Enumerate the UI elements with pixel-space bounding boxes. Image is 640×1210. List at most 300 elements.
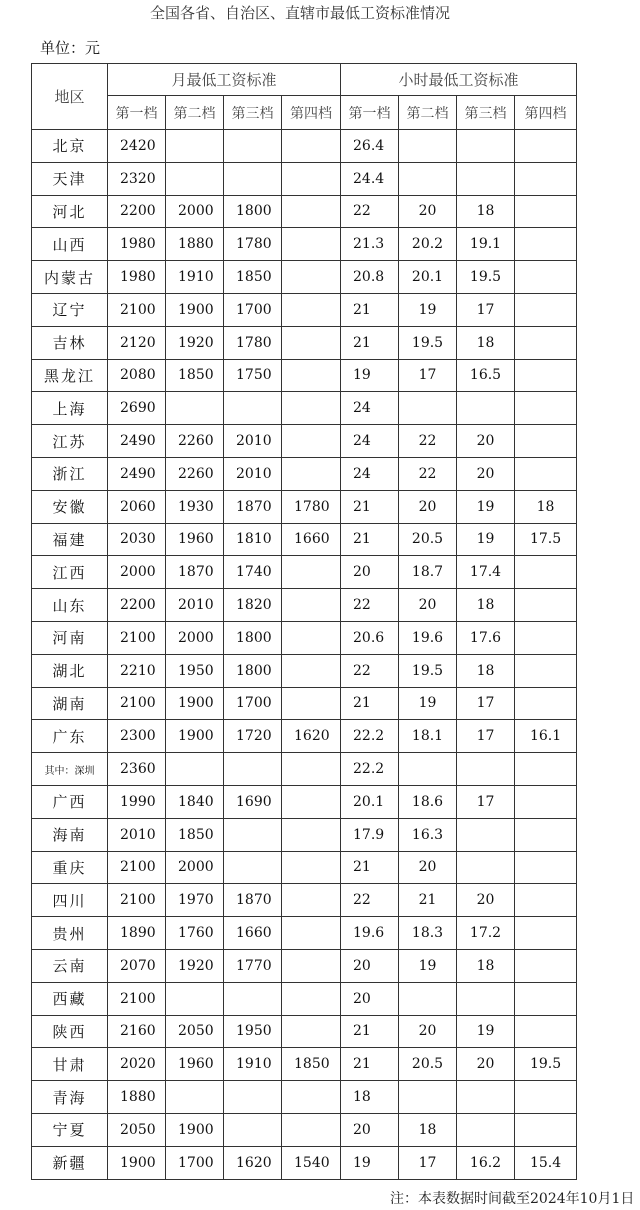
hourly-tier-4-cell (515, 753, 577, 786)
monthly-tier-1-cell: 1890 (108, 917, 166, 950)
hourly-tier-4-cell (515, 949, 577, 982)
region-cell: 广东 (32, 720, 108, 753)
monthly-tier-4-header: 第四档 (282, 96, 341, 130)
hourly-tier-2-cell: 20 (399, 589, 457, 622)
hourly-tier-4-cell (515, 1015, 577, 1048)
monthly-tier-2-cell: 1970 (166, 884, 224, 917)
hourly-tier-3-cell (457, 1081, 515, 1114)
monthly-tier-4-cell (282, 293, 341, 326)
monthly-tier-1-cell: 2360 (108, 753, 166, 786)
table-row (32, 293, 577, 326)
hourly-tier-1-cell: 21 (341, 326, 399, 359)
minimum-wage-table (31, 63, 577, 1180)
monthly-standard-header: 月最低工资标准 (108, 64, 341, 96)
hourly-tier-4-cell (515, 359, 577, 392)
hourly-tier-1-cell: 20 (341, 982, 399, 1015)
monthly-tier-1-cell: 2060 (108, 490, 166, 523)
hourly-tier-2-cell: 17 (399, 359, 457, 392)
hourly-tier-3-cell: 18 (457, 949, 515, 982)
monthly-tier-4-cell (282, 1015, 341, 1048)
region-cell: 山西 (32, 228, 108, 261)
monthly-tier-3-cell (224, 130, 282, 163)
hourly-tier-4-cell (515, 818, 577, 851)
monthly-tier-1-cell: 2030 (108, 523, 166, 556)
table-row (32, 228, 577, 261)
hourly-tier-1-cell: 19.6 (341, 917, 399, 950)
hourly-tier-2-cell: 19.6 (399, 621, 457, 654)
hourly-tier-2-cell: 18.6 (399, 785, 457, 818)
monthly-tier-4-cell (282, 326, 341, 359)
monthly-tier-2-cell: 1910 (166, 261, 224, 294)
table-row (32, 654, 577, 687)
monthly-tier-4-cell (282, 425, 341, 458)
hourly-tier-2-cell (399, 162, 457, 195)
region-cell: 其中：深圳 (32, 753, 108, 786)
hourly-tier-3-cell (457, 982, 515, 1015)
monthly-tier-4-cell (282, 1113, 341, 1146)
hourly-tier-1-cell: 21 (341, 1048, 399, 1081)
monthly-tier-4-cell (282, 589, 341, 622)
hourly-tier-3-cell (457, 130, 515, 163)
monthly-tier-2-cell: 1870 (166, 556, 224, 589)
hourly-tier-1-cell: 22 (341, 589, 399, 622)
hourly-tier-4-cell (515, 195, 577, 228)
hourly-tier-1-cell: 21.3 (341, 228, 399, 261)
table-row (32, 556, 577, 589)
hourly-tier-1-cell: 21 (341, 490, 399, 523)
monthly-tier-3-cell: 1810 (224, 523, 282, 556)
monthly-tier-2-cell: 1900 (166, 687, 224, 720)
table-row (32, 392, 577, 425)
page-title: 全国各省、自治区、直辖市最低工资标准情况 (149, 4, 450, 22)
monthly-tier-3-cell (224, 818, 282, 851)
hourly-tier-3-cell: 19.5 (457, 261, 515, 294)
monthly-tier-4-cell (282, 654, 341, 687)
monthly-tier-3-cell: 1700 (224, 293, 282, 326)
monthly-tier-4-cell: 1620 (282, 720, 341, 753)
region-cell: 内蒙古 (32, 261, 108, 294)
monthly-tier-4-cell (282, 392, 341, 425)
hourly-tier-4-cell (515, 917, 577, 950)
monthly-tier-2-cell: 2000 (166, 621, 224, 654)
monthly-tier-3-cell: 1820 (224, 589, 282, 622)
monthly-tier-3-header: 第三档 (224, 96, 282, 130)
table-row (32, 982, 577, 1015)
monthly-tier-1-cell: 1900 (108, 1146, 166, 1179)
hourly-tier-4-cell (515, 1113, 577, 1146)
hourly-tier-3-cell: 18 (457, 195, 515, 228)
region-cell: 海南 (32, 818, 108, 851)
monthly-tier-2-cell (166, 162, 224, 195)
monthly-tier-3-cell: 1740 (224, 556, 282, 589)
hourly-tier-1-cell: 24 (341, 425, 399, 458)
hourly-tier-1-cell: 22 (341, 195, 399, 228)
hourly-tier-2-header: 第二档 (399, 96, 457, 130)
monthly-tier-2-cell: 1900 (166, 720, 224, 753)
hourly-tier-4-cell (515, 785, 577, 818)
region-cell: 河北 (32, 195, 108, 228)
monthly-tier-1-cell: 2420 (108, 130, 166, 163)
hourly-tier-1-cell: 22 (341, 654, 399, 687)
hourly-tier-3-cell: 17.2 (457, 917, 515, 950)
hourly-tier-2-cell (399, 392, 457, 425)
region-cell: 江西 (32, 556, 108, 589)
monthly-tier-1-cell: 1980 (108, 228, 166, 261)
hourly-tier-4-cell (515, 687, 577, 720)
table-row (32, 523, 577, 556)
hourly-tier-4-cell (515, 556, 577, 589)
table-row (32, 917, 577, 950)
monthly-tier-2-cell: 1960 (166, 523, 224, 556)
hourly-tier-4-cell (515, 589, 577, 622)
hourly-tier-1-cell: 20.8 (341, 261, 399, 294)
monthly-tier-4-cell (282, 917, 341, 950)
monthly-tier-4-cell (282, 982, 341, 1015)
region-cell: 四川 (32, 884, 108, 917)
monthly-tier-1-cell: 2200 (108, 589, 166, 622)
hourly-tier-1-cell: 20 (341, 556, 399, 589)
monthly-tier-1-cell: 2050 (108, 1113, 166, 1146)
hourly-tier-1-cell: 24 (341, 392, 399, 425)
monthly-tier-4-cell (282, 687, 341, 720)
table-row (32, 162, 577, 195)
region-cell: 湖南 (32, 687, 108, 720)
hourly-tier-2-cell: 20.1 (399, 261, 457, 294)
monthly-tier-4-cell: 1780 (282, 490, 341, 523)
hourly-tier-4-cell (515, 261, 577, 294)
hourly-tier-1-cell: 22 (341, 884, 399, 917)
hourly-tier-3-cell (457, 818, 515, 851)
hourly-standard-header: 小时最低工资标准 (341, 64, 577, 96)
hourly-tier-2-cell: 16.3 (399, 818, 457, 851)
region-cell: 湖北 (32, 654, 108, 687)
monthly-tier-3-cell: 1750 (224, 359, 282, 392)
hourly-tier-1-header: 第一档 (341, 96, 399, 130)
monthly-tier-4-cell (282, 162, 341, 195)
monthly-tier-4-cell (282, 359, 341, 392)
hourly-tier-4-cell (515, 851, 577, 884)
region-cell: 北京 (32, 130, 108, 163)
hourly-tier-3-cell (457, 162, 515, 195)
table-row (32, 425, 577, 458)
monthly-tier-2-cell: 1950 (166, 654, 224, 687)
region-cell: 广西 (32, 785, 108, 818)
monthly-tier-1-cell: 2100 (108, 884, 166, 917)
monthly-tier-1-cell: 2100 (108, 982, 166, 1015)
hourly-tier-4-cell (515, 654, 577, 687)
monthly-tier-2-cell: 1930 (166, 490, 224, 523)
monthly-tier-3-cell (224, 851, 282, 884)
table-row (32, 1015, 577, 1048)
table-row (32, 720, 577, 753)
region-cell: 辽宁 (32, 293, 108, 326)
table-row (32, 851, 577, 884)
hourly-tier-3-cell: 19 (457, 523, 515, 556)
hourly-tier-3-cell: 17 (457, 720, 515, 753)
monthly-tier-2-cell: 2010 (166, 589, 224, 622)
monthly-tier-3-cell: 2010 (224, 425, 282, 458)
monthly-tier-3-cell: 1910 (224, 1048, 282, 1081)
hourly-tier-4-cell (515, 293, 577, 326)
hourly-tier-3-cell: 16.5 (457, 359, 515, 392)
table-row (32, 589, 577, 622)
hourly-tier-3-cell: 20 (457, 1048, 515, 1081)
monthly-tier-1-cell: 2300 (108, 720, 166, 753)
monthly-tier-2-cell: 1920 (166, 949, 224, 982)
hourly-tier-3-cell: 17 (457, 293, 515, 326)
monthly-tier-4-cell (282, 753, 341, 786)
region-cell: 黑龙江 (32, 359, 108, 392)
monthly-tier-1-cell: 2200 (108, 195, 166, 228)
monthly-tier-4-cell: 1660 (282, 523, 341, 556)
hourly-tier-3-cell: 18 (457, 589, 515, 622)
hourly-tier-4-cell (515, 1081, 577, 1114)
hourly-tier-2-cell (399, 1081, 457, 1114)
table-row (32, 457, 577, 490)
monthly-tier-3-cell (224, 753, 282, 786)
monthly-tier-3-cell: 1660 (224, 917, 282, 950)
hourly-tier-2-cell: 20 (399, 195, 457, 228)
monthly-tier-4-cell (282, 228, 341, 261)
table-row (32, 359, 577, 392)
table-row (32, 884, 577, 917)
hourly-tier-1-cell: 21 (341, 687, 399, 720)
monthly-tier-4-cell (282, 818, 341, 851)
hourly-tier-1-cell: 19 (341, 1146, 399, 1179)
hourly-tier-2-cell (399, 982, 457, 1015)
monthly-tier-1-cell: 2000 (108, 556, 166, 589)
monthly-tier-2-cell: 2000 (166, 195, 224, 228)
region-cell: 吉林 (32, 326, 108, 359)
monthly-tier-3-cell: 1870 (224, 884, 282, 917)
monthly-tier-2-cell (166, 392, 224, 425)
monthly-tier-2-cell (166, 982, 224, 1015)
monthly-tier-2-cell (166, 753, 224, 786)
hourly-tier-2-cell: 20 (399, 851, 457, 884)
monthly-tier-2-cell: 2000 (166, 851, 224, 884)
monthly-tier-1-cell: 2100 (108, 621, 166, 654)
hourly-tier-2-cell: 18 (399, 1113, 457, 1146)
hourly-tier-1-cell: 18 (341, 1081, 399, 1114)
table-row (32, 621, 577, 654)
monthly-tier-1-cell: 2070 (108, 949, 166, 982)
monthly-tier-4-cell (282, 949, 341, 982)
hourly-tier-3-cell: 16.2 (457, 1146, 515, 1179)
hourly-tier-1-cell: 21 (341, 851, 399, 884)
monthly-tier-1-cell: 2320 (108, 162, 166, 195)
region-cell: 上海 (32, 392, 108, 425)
region-cell: 浙江 (32, 457, 108, 490)
monthly-tier-3-cell: 1620 (224, 1146, 282, 1179)
monthly-tier-2-cell: 1880 (166, 228, 224, 261)
monthly-tier-1-cell: 2210 (108, 654, 166, 687)
monthly-tier-1-cell: 1880 (108, 1081, 166, 1114)
hourly-tier-3-cell: 19.1 (457, 228, 515, 261)
hourly-tier-4-cell (515, 392, 577, 425)
monthly-tier-3-cell: 1800 (224, 621, 282, 654)
monthly-tier-4-cell (282, 195, 341, 228)
monthly-tier-3-cell: 1770 (224, 949, 282, 982)
hourly-tier-2-cell: 22 (399, 457, 457, 490)
unit-label: 单位：元 (40, 39, 101, 57)
monthly-tier-3-cell: 1850 (224, 261, 282, 294)
monthly-tier-2-cell: 2260 (166, 425, 224, 458)
monthly-tier-2-header: 第二档 (166, 96, 224, 130)
hourly-tier-4-cell (515, 982, 577, 1015)
hourly-tier-4-cell (515, 130, 577, 163)
monthly-tier-3-cell: 2010 (224, 457, 282, 490)
hourly-tier-3-cell: 20 (457, 457, 515, 490)
monthly-tier-2-cell: 1900 (166, 1113, 224, 1146)
hourly-tier-2-cell: 19.5 (399, 654, 457, 687)
monthly-tier-4-cell (282, 851, 341, 884)
hourly-tier-2-cell: 21 (399, 884, 457, 917)
hourly-tier-1-cell: 22.2 (341, 753, 399, 786)
monthly-tier-2-cell: 1960 (166, 1048, 224, 1081)
monthly-tier-2-cell: 2050 (166, 1015, 224, 1048)
monthly-tier-3-cell: 1800 (224, 654, 282, 687)
monthly-tier-2-cell: 1840 (166, 785, 224, 818)
hourly-tier-3-cell: 17 (457, 687, 515, 720)
monthly-tier-1-cell: 2080 (108, 359, 166, 392)
hourly-tier-3-cell: 19 (457, 1015, 515, 1048)
monthly-tier-1-cell: 2020 (108, 1048, 166, 1081)
hourly-tier-2-cell: 19.5 (399, 326, 457, 359)
region-cell: 新疆 (32, 1146, 108, 1179)
region-cell: 福建 (32, 523, 108, 556)
monthly-tier-3-cell (224, 1081, 282, 1114)
hourly-tier-3-cell: 20 (457, 425, 515, 458)
hourly-tier-3-cell: 19 (457, 490, 515, 523)
monthly-tier-2-cell (166, 130, 224, 163)
hourly-tier-3-cell (457, 851, 515, 884)
table-row (32, 326, 577, 359)
monthly-tier-2-cell: 1760 (166, 917, 224, 950)
region-column-header: 地区 (32, 64, 108, 130)
monthly-tier-3-cell: 1950 (224, 1015, 282, 1048)
table-row (32, 1146, 577, 1179)
hourly-tier-2-cell: 18.7 (399, 556, 457, 589)
region-cell: 青海 (32, 1081, 108, 1114)
monthly-tier-4-cell (282, 556, 341, 589)
hourly-tier-4-cell (515, 457, 577, 490)
region-cell: 重庆 (32, 851, 108, 884)
monthly-tier-3-cell: 1700 (224, 687, 282, 720)
hourly-tier-3-cell (457, 392, 515, 425)
hourly-tier-4-cell: 15.4 (515, 1146, 577, 1179)
monthly-tier-2-cell: 1850 (166, 818, 224, 851)
monthly-tier-4-cell (282, 1081, 341, 1114)
region-cell: 安徽 (32, 490, 108, 523)
monthly-tier-4-cell (282, 130, 341, 163)
hourly-tier-4-cell: 18 (515, 490, 577, 523)
hourly-tier-3-cell (457, 1113, 515, 1146)
monthly-tier-2-cell (166, 1081, 224, 1114)
hourly-tier-4-cell (515, 425, 577, 458)
hourly-tier-4-cell (515, 621, 577, 654)
hourly-tier-2-cell (399, 753, 457, 786)
hourly-tier-1-cell: 26.4 (341, 130, 399, 163)
hourly-tier-1-cell: 21 (341, 293, 399, 326)
monthly-tier-4-cell (282, 785, 341, 818)
monthly-tier-1-cell: 2160 (108, 1015, 166, 1048)
hourly-tier-3-header: 第三档 (457, 96, 515, 130)
region-cell: 宁夏 (32, 1113, 108, 1146)
hourly-tier-1-cell: 17.9 (341, 818, 399, 851)
table-body (32, 130, 577, 1180)
hourly-tier-2-cell: 20.5 (399, 523, 457, 556)
monthly-tier-1-cell: 2490 (108, 425, 166, 458)
region-cell: 江苏 (32, 425, 108, 458)
monthly-tier-3-cell (224, 1113, 282, 1146)
hourly-tier-1-cell: 19 (341, 359, 399, 392)
monthly-tier-3-cell: 1870 (224, 490, 282, 523)
table-row (32, 687, 577, 720)
hourly-tier-1-cell: 21 (341, 523, 399, 556)
monthly-tier-1-cell: 2100 (108, 293, 166, 326)
hourly-tier-2-cell: 18.3 (399, 917, 457, 950)
monthly-tier-2-cell: 2260 (166, 457, 224, 490)
monthly-tier-3-cell: 1800 (224, 195, 282, 228)
hourly-tier-4-cell: 16.1 (515, 720, 577, 753)
table-row (32, 195, 577, 228)
hourly-tier-2-cell (399, 130, 457, 163)
table-row (32, 753, 577, 786)
hourly-tier-1-cell: 20.6 (341, 621, 399, 654)
hourly-tier-2-cell: 20 (399, 490, 457, 523)
monthly-tier-4-cell (282, 884, 341, 917)
region-cell: 陕西 (32, 1015, 108, 1048)
monthly-tier-4-cell (282, 457, 341, 490)
monthly-tier-4-cell: 1540 (282, 1146, 341, 1179)
region-cell: 贵州 (32, 917, 108, 950)
table-row (32, 818, 577, 851)
hourly-tier-3-cell (457, 753, 515, 786)
monthly-tier-1-cell: 2100 (108, 687, 166, 720)
region-cell: 天津 (32, 162, 108, 195)
hourly-tier-1-cell: 24 (341, 457, 399, 490)
monthly-tier-1-header: 第一档 (108, 96, 166, 130)
region-cell: 河南 (32, 621, 108, 654)
hourly-tier-2-cell: 20.2 (399, 228, 457, 261)
hourly-tier-3-cell: 18 (457, 654, 515, 687)
monthly-tier-4-cell (282, 621, 341, 654)
hourly-tier-2-cell: 19 (399, 687, 457, 720)
hourly-tier-1-cell: 22.2 (341, 720, 399, 753)
monthly-tier-2-cell: 1850 (166, 359, 224, 392)
region-cell: 山东 (32, 589, 108, 622)
hourly-tier-1-cell: 24.4 (341, 162, 399, 195)
hourly-tier-2-cell: 19 (399, 949, 457, 982)
table-row (32, 785, 577, 818)
monthly-tier-2-cell: 1700 (166, 1146, 224, 1179)
hourly-tier-2-cell: 19 (399, 293, 457, 326)
monthly-tier-3-cell (224, 392, 282, 425)
hourly-tier-4-cell (515, 326, 577, 359)
table-row (32, 949, 577, 982)
table-row (32, 490, 577, 523)
hourly-tier-4-cell (515, 228, 577, 261)
monthly-tier-2-cell: 1920 (166, 326, 224, 359)
hourly-tier-4-cell (515, 884, 577, 917)
hourly-tier-2-cell: 22 (399, 425, 457, 458)
hourly-tier-1-cell: 20 (341, 1113, 399, 1146)
hourly-tier-4-cell: 19.5 (515, 1048, 577, 1081)
hourly-tier-2-cell: 18.1 (399, 720, 457, 753)
hourly-tier-1-cell: 20.1 (341, 785, 399, 818)
monthly-tier-3-cell (224, 162, 282, 195)
table-row (32, 130, 577, 163)
